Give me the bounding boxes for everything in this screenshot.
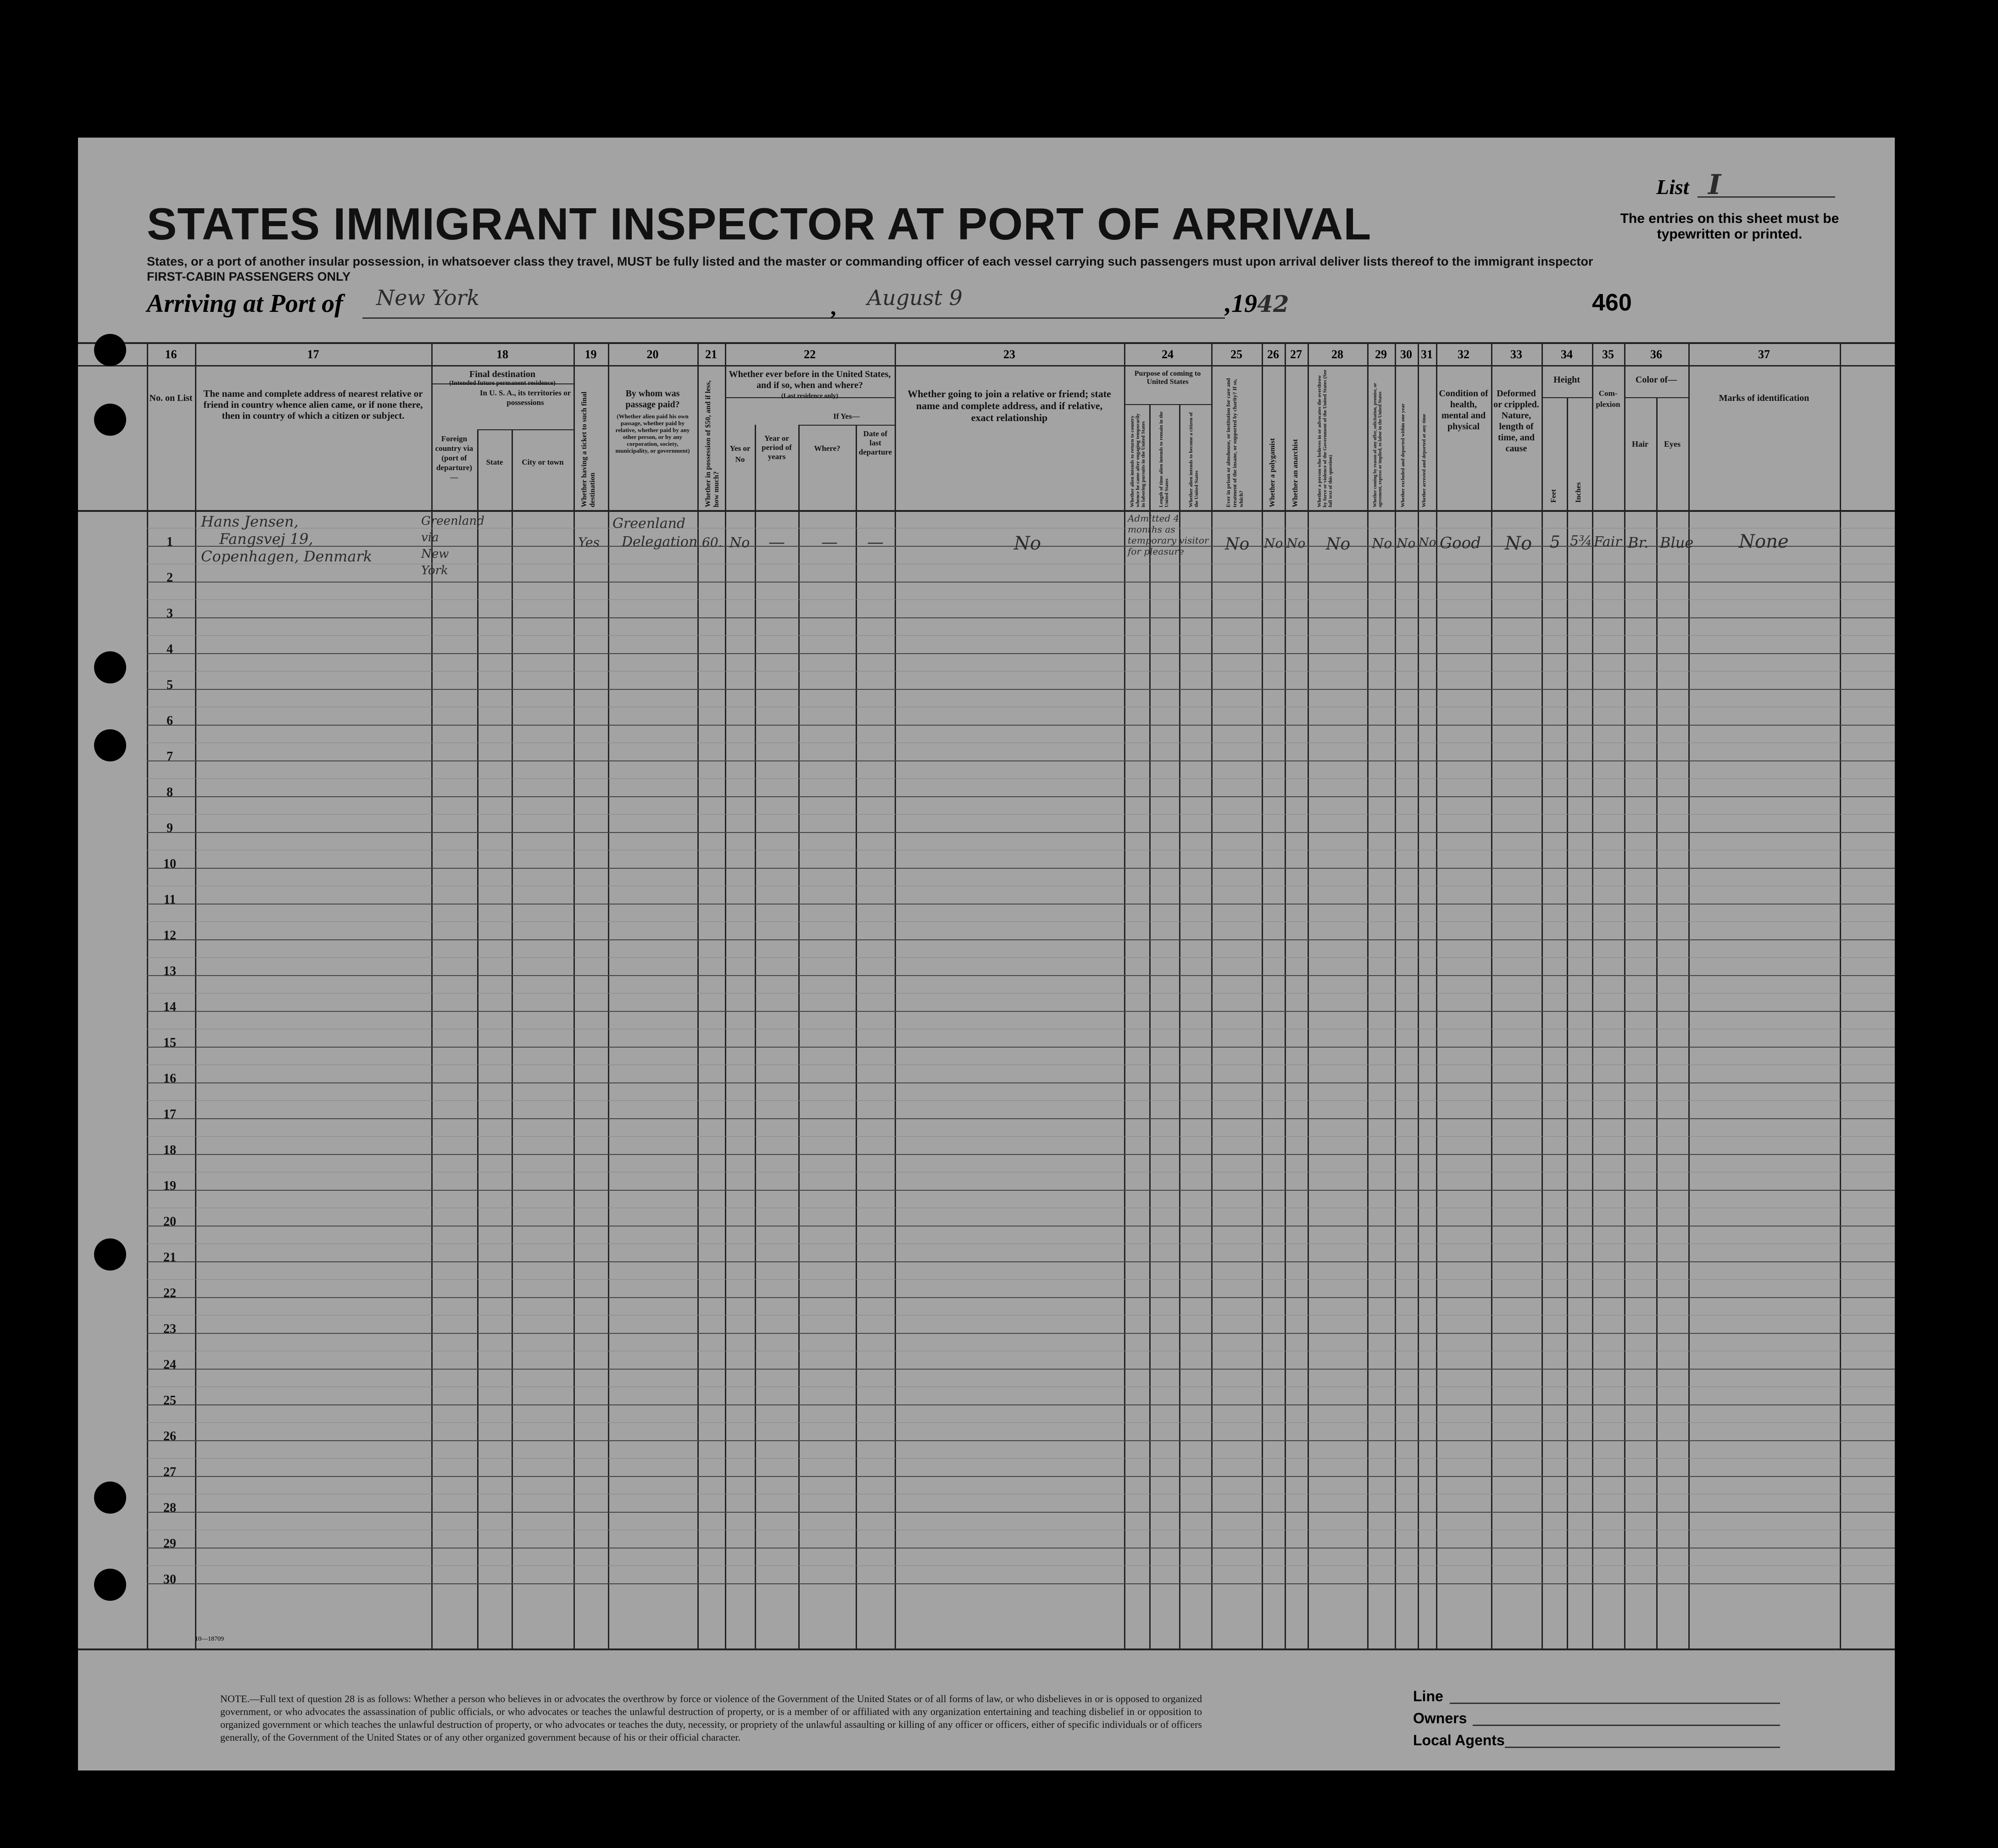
colnum-35: 35 [1602,348,1614,361]
port-comma: , [830,294,836,320]
colnum-19: 19 [584,348,597,361]
colnum-21: 21 [705,348,717,361]
date-underline [849,317,1225,319]
port-value: New York [376,285,480,310]
entry1-ticket: Yes [578,535,600,550]
sheet-number: 460 [1592,289,1632,316]
row-number: 24 [163,1358,176,1372]
colnum-30: 30 [1400,348,1412,361]
entry1-purpose: Admitted 4 months as temporary visitor for pleasure [1128,513,1209,557]
vline [1367,342,1369,1648]
row-number: 10 [163,857,176,871]
row-line [147,617,1895,618]
row-number: 18 [163,1143,176,1157]
colnum-27: 27 [1290,348,1302,361]
colnum-32: 32 [1458,348,1469,361]
row-subline [147,1279,1895,1280]
row-number: 12 [163,928,176,943]
hdr-ticket: Whether having a ticket to such final destination [580,391,596,507]
vline [1840,342,1841,1648]
footer-form-code: 10—18709 [1060,1830,1089,1837]
row-line [147,689,1895,690]
row-number: 23 [163,1322,176,1336]
vline [697,342,699,1648]
hdr-complexion: Com-plexion [1596,389,1620,409]
row-number: 14 [163,1000,176,1014]
vline [512,429,513,1648]
page-title: STATES IMMIGRANT INSPECTOR AT PORT OF ARRIVAL [147,199,1372,249]
hdr-marks: Marks of identification [1719,393,1809,403]
row-line [147,868,1895,869]
colnum-row-border [78,365,1895,366]
row-line [147,582,1895,583]
entry1-c31: No [1419,536,1436,549]
entry1-marks: None [1739,531,1789,552]
hdr-where: Where? [814,444,840,453]
colnum-24: 24 [1162,348,1174,361]
vline [608,342,609,1648]
hdr-color-of: Color of— [1635,375,1677,385]
row-number: 2 [167,571,173,585]
vline [1592,342,1593,1648]
hdr-purpose-a: Whether alien intends to return to country whence he came after engaging temporarily in laboring pursuits in the United States [1130,413,1146,507]
local-agents-label: Local Agents [1413,1732,1505,1748]
typewritten-note: The entries on this sheet must be typewritten or printed. [1620,211,1839,242]
vline [1656,397,1658,1648]
row-line [147,653,1895,654]
vline [798,425,800,1648]
hdr-foreign-country: Foreign country via (port of departure)— [435,434,473,482]
colnum-37: 37 [1758,348,1770,361]
hdr-condition: Condition of health, mental and physical [1439,388,1488,432]
row-line [147,1333,1895,1334]
row-subline [147,1422,1895,1423]
entry1-money: 60. [702,535,723,550]
line-field [1450,1703,1780,1704]
punch-hole [94,1482,126,1514]
header-bottom-border [78,510,1895,512]
vline [1395,342,1396,1648]
row-line [147,1190,1895,1191]
row-number: 7 [167,749,173,764]
entry1-c25: No [1225,535,1250,554]
hdr-c30: Whether excluded and deported within one year [1400,403,1406,507]
hdr-divider [798,425,895,426]
row-number: 6 [167,714,173,728]
punch-hole [94,651,126,683]
colnum-28: 28 [1331,348,1343,361]
table-bottom-border [78,1648,1895,1650]
row-line [147,1512,1895,1513]
hdr-c28: Whether a person who believes in or advocates the overthrow by force or violence of the Government of the United States (See full text of this question) [1317,370,1333,507]
row-number: 11 [163,893,176,907]
hdr-divider [477,429,573,430]
entry1-passage-paid: Greenland Delegation [612,516,698,550]
vline [1149,404,1151,1648]
colnum-17: 17 [307,348,319,361]
vline [856,425,857,1648]
row-number: 22 [163,1286,176,1300]
hdr-final-destination: Final destination (Intended future permanent residence) [449,369,556,387]
row-subline [147,1136,1895,1137]
hdr-hair: Hair [1632,439,1648,449]
entry1-feet: 5 [1550,533,1560,552]
row-line [147,1583,1895,1584]
list-underline [1697,196,1835,198]
row-number: 20 [163,1215,176,1229]
row-number: 1 [167,535,173,549]
hdr-deformed: Deformed or crippled. Nature, length of time, and cause [1493,388,1539,454]
vline [1491,342,1492,1648]
hdr-c26: Whether a polygamist [1269,438,1276,507]
year-field: ,1942 [1225,289,1289,318]
row-number: 5 [167,678,173,692]
hdr-inches: Inches [1575,482,1582,503]
row-number: 21 [163,1250,176,1265]
row-subline [147,1565,1895,1566]
vline [895,342,896,1648]
entry1-where: — [821,533,838,552]
hdr-nearest-relative: The name and complete address of nearest relative or friend in country whence alien came, or if none there, then in country of which a citizen or subject. [203,388,423,421]
vline [1436,342,1437,1648]
row-subline [147,957,1895,958]
row-number: 4 [167,642,173,656]
date-value: August 9 [867,285,963,310]
row-line [147,796,1895,797]
hdr-purpose-c: Whether alien intends to become a citizen of the United States [1188,412,1199,507]
row-number: 15 [163,1036,176,1050]
subtitle-first-cabin: FIRST-CABIN PASSENGERS ONLY [147,270,351,283]
row-line [147,725,1895,726]
row-subline [147,1100,1895,1101]
row-line [147,1047,1895,1048]
owners-label: Owners [1413,1710,1467,1726]
row-line [147,1011,1895,1012]
row-line [147,760,1895,761]
vline [1211,342,1213,1648]
colnum-18: 18 [496,348,508,361]
line-label: Line [1413,1688,1443,1704]
row-line [147,1369,1895,1370]
vline [1285,342,1286,1648]
hdr-divider [1542,397,1592,398]
vline [1308,342,1309,1648]
hdr-c27: Whether an anarchist [1291,439,1299,507]
manifest-sheet [78,138,1895,1837]
hdr-last-departure: Date of last departure [858,429,892,456]
hdr-purpose: Purpose of coming to United States [1134,370,1201,386]
row-number: 28 [163,1501,176,1515]
row-line [147,832,1895,833]
vline [725,342,726,1648]
vline [1567,397,1568,1648]
vline [195,342,196,1648]
row-line [147,1476,1895,1477]
entry1-c27: No [1286,536,1306,551]
vline [1262,342,1263,1648]
row-subline [147,1458,1895,1459]
row-subline [147,814,1895,815]
vline [573,342,575,1648]
entry1-c30: No [1397,536,1416,551]
colnum-22: 22 [804,348,816,361]
list-label: List I [1656,169,1721,201]
colnum-26: 26 [1267,348,1279,361]
list-value: I [1708,169,1721,201]
row-line [147,1440,1895,1441]
entry1-inches: 5¾ [1570,533,1592,549]
row-number: 27 [163,1465,176,1479]
hdr-purpose-b: Length of time alien intends to remain in the United States [1158,411,1169,507]
hdr-c29: Whether coming by reason of any offer, solicitation, promise, or agreement, express or implied, to labor in the United States [1373,383,1383,507]
entry1-c28: No [1326,535,1351,554]
colnum-29: 29 [1375,348,1387,361]
entry1-relative: Hans Jensen, Fangsvej 19, Copenhagen, Denmark [201,513,373,565]
colnum-23: 23 [1003,348,1015,361]
row-subline [147,599,1895,600]
colnum-36: 36 [1650,348,1662,361]
row-number: 8 [167,785,173,799]
entry1-before-us: No [729,535,750,551]
port-label: Arriving at Port of [147,289,343,318]
colnum-34: 34 [1561,348,1573,361]
row-line [147,1082,1895,1083]
punch-hole [94,334,126,366]
row-number: 9 [167,821,173,835]
punch-hole [94,1238,126,1271]
row-number: 17 [163,1107,176,1121]
manifest-table [78,342,1895,1648]
row-number: 16 [163,1071,176,1086]
hdr-before-us: Whether ever before in the United States, and if so, when and where? (Last residence only) [729,369,891,400]
hdr-divider [1624,397,1688,398]
vline [1124,342,1125,1648]
hdr-possession-50: Whether in possession of $50, and if less, how much? [704,380,720,507]
hdr-c25: Ever in prison or almshouse, or institution for care and treatment of the insane, or supported by charity? If so, which? [1225,378,1244,507]
hdr-city: City or town [522,458,564,466]
row-subline [147,635,1895,636]
hdr-eyes: Eyes [1664,439,1681,449]
entry1-deformed: No [1505,533,1532,554]
row-line [147,1118,1895,1119]
row-number: 13 [163,964,176,978]
colnum-33: 33 [1510,348,1522,361]
row-number: 3 [167,606,173,621]
entry1-c26: No [1264,536,1283,551]
entry1-eyes: Blue [1660,534,1694,551]
row-subline [147,1243,1895,1244]
hdr-no-on-list: No. on List [149,393,193,403]
row-number: 29 [163,1537,176,1551]
row-line [147,975,1895,976]
punch-hole [94,1569,126,1601]
vline [1542,342,1543,1648]
form-code: 10—18709 [195,1636,224,1643]
entry1-hair: Br. [1628,534,1649,551]
row-line [147,1154,1895,1155]
table-top-border [78,342,1895,344]
hdr-join-relative: Whether going to join a relative or friend; state name and complete address, and if relative, exact relationship [907,388,1111,423]
row-line [147,1297,1895,1298]
subtitle-instructions: States, or a port of another insular possession, in whatsoever class they travel, MUST be fully listed and the master or commanding officer of each vessel carrying such passengers must upon arrival deliver lists thereof to the immigrant inspector [147,255,1593,268]
entry1-foreign-country: Greenland via New York [421,514,484,577]
row-line [147,1261,1895,1262]
colnum-25: 25 [1230,348,1242,361]
hdr-passage-paid: By whom was passage paid? (Whether alien paid his own passage, whether paid by relative, whether paid by any other person, or by any corporation, society, municipality, or government) [615,388,690,454]
entry1-c29: No [1372,536,1392,552]
entry1-condition: Good [1440,534,1481,552]
hdr-divider [1124,404,1211,405]
entry1-join-relative: No [1014,533,1041,554]
entry1-complexion: Fair [1594,534,1622,550]
hdr-if-yes: If Yes— [833,412,860,421]
owners-field [1473,1725,1780,1726]
row-number: 30 [163,1572,176,1587]
hdr-yes-no: Yes or No [729,444,751,464]
hdr-in-usa: In U. S. A., its territories or possessions [479,388,571,407]
row-line [147,1404,1895,1405]
punch-hole [94,729,126,761]
row-subline [147,778,1895,779]
hdr-height: Height [1553,375,1580,385]
colnum-16: 16 [165,348,177,361]
hdr-feet: Feet [1550,489,1558,503]
row-subline [147,921,1895,922]
entry1-last-departure: — [867,533,884,552]
vline [1624,342,1625,1648]
local-agents-field [1505,1747,1780,1748]
colnum-31: 31 [1421,348,1433,361]
entry1-year-period: — [768,533,785,552]
row-number: 19 [163,1179,176,1193]
vline [477,429,479,1648]
row-line [147,939,1895,940]
vline [755,425,756,1648]
hdr-c31: Whether arrested and deported at any time [1421,414,1427,507]
question-28-note: NOTE.—Full text of question 28 is as follows: Whether a person who believes in or advocates the overthrow by force or violence of the Government of the United States or of all forms of law, or who disbelieves in or is opposed to organized government, or who advocates the assassination of public officials, or who advocates or teaches the unlawful destruction of property, or is a member of or affiliated with any organization entertaining and teaching disbelief in or opposition to organized government or which teaches the unlawful destruction of property, or who advocates or teaches the duty, necessity, or propriety of the unlawful assaulting or killing of any officer or officers, either of specific individuals or of officers generally, of the Government of the United States or of any other organized government because of his or their official character. [220,1693,1202,1743]
punch-hole [94,404,126,436]
colnum-20: 20 [646,348,659,361]
vline [1179,404,1180,1648]
row-line [147,904,1895,905]
hdr-year-period: Year or period of years [762,434,792,461]
row-number: 25 [163,1393,176,1408]
hdr-state: State [486,458,503,466]
row-number: 26 [163,1429,176,1443]
